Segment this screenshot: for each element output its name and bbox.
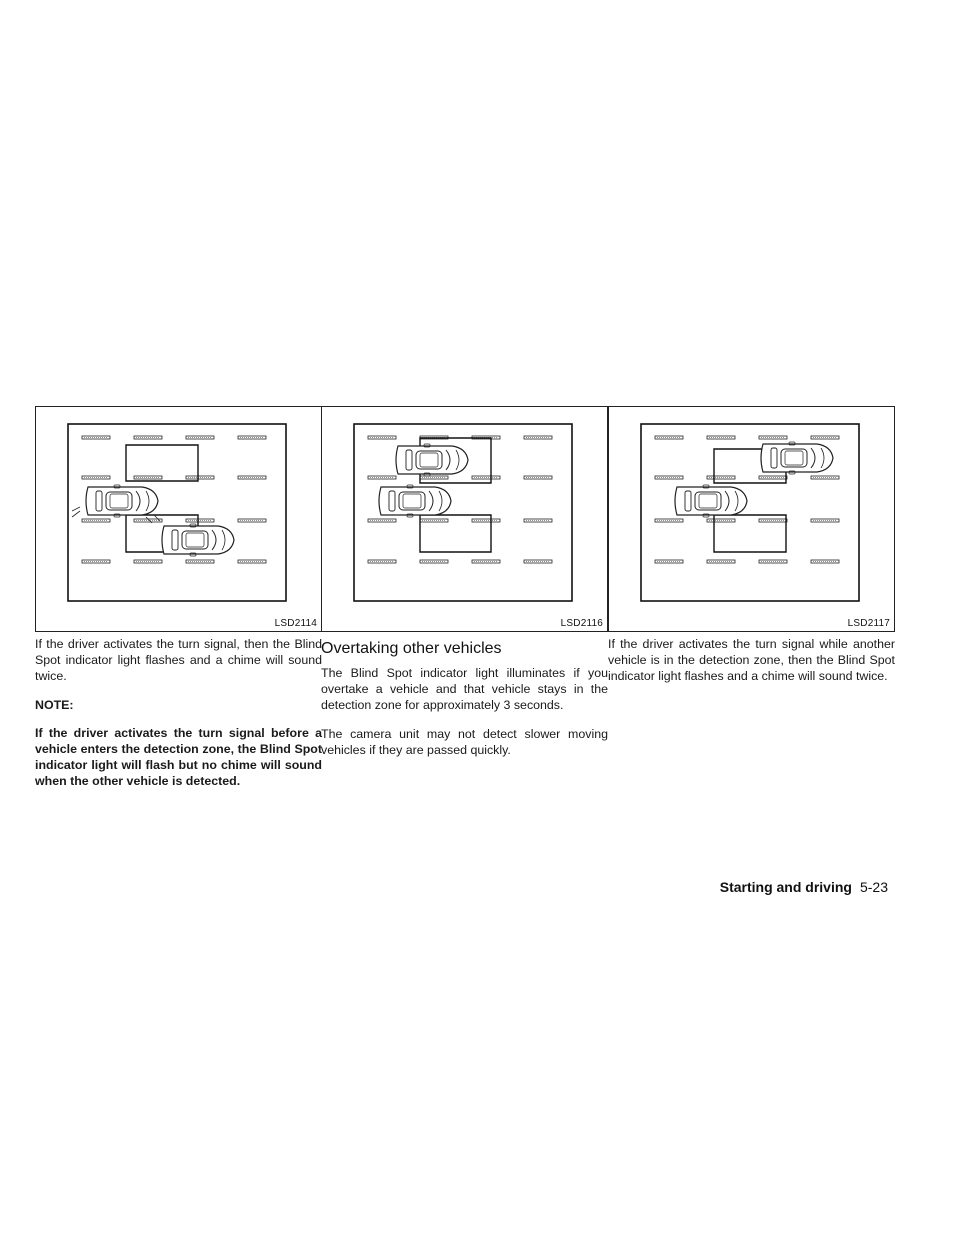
lane-diagram bbox=[36, 407, 323, 633]
figure-label: LSD2117 bbox=[847, 618, 890, 629]
figure-label: LSD2114 bbox=[274, 618, 317, 629]
paragraph: If the driver activates the turn signal, then the Blind Spot indicator light flashes and a chime will sound twice. bbox=[35, 637, 322, 683]
paragraph: The camera unit may not detect slower moving vehicles if they are passed quickly. bbox=[321, 727, 608, 758]
own-vehicle bbox=[675, 485, 747, 517]
paragraph: If the driver activates the turn signal while another vehicle is in the detection zone, then the Blind Spot indicator light flashes and a chime will sound twice. bbox=[608, 637, 895, 683]
own-vehicle bbox=[86, 485, 158, 517]
footer-section-title: Starting and driving bbox=[719, 879, 852, 895]
page-number: 5-23 bbox=[859, 879, 888, 895]
diagram-overtaking bbox=[321, 406, 608, 632]
other-vehicle bbox=[396, 444, 468, 476]
lane-diagram bbox=[322, 407, 609, 633]
other-vehicle bbox=[761, 442, 833, 474]
section-heading: Overtaking other vehicles bbox=[321, 640, 502, 657]
note-title: NOTE: bbox=[35, 698, 74, 713]
diagram-turn-signal bbox=[35, 406, 322, 632]
diagram-vehicle-in-zone bbox=[608, 406, 895, 632]
lane-diagram bbox=[609, 407, 896, 633]
own-vehicle bbox=[379, 485, 451, 517]
page-footer bbox=[720, 879, 888, 895]
figure-label: LSD2116 bbox=[560, 618, 603, 629]
paragraph: The Blind Spot indicator light illuminates if you overtake a vehicle and that vehicle stays in the detection zone for approximately 3 seconds. bbox=[321, 666, 608, 712]
other-vehicle bbox=[162, 524, 234, 556]
note-body: If the driver activates the turn signal before a vehicle enters the detection zone, the Blind Spot indicator light will flash but no chime will sound when the other vehicle is detected. bbox=[35, 726, 322, 788]
